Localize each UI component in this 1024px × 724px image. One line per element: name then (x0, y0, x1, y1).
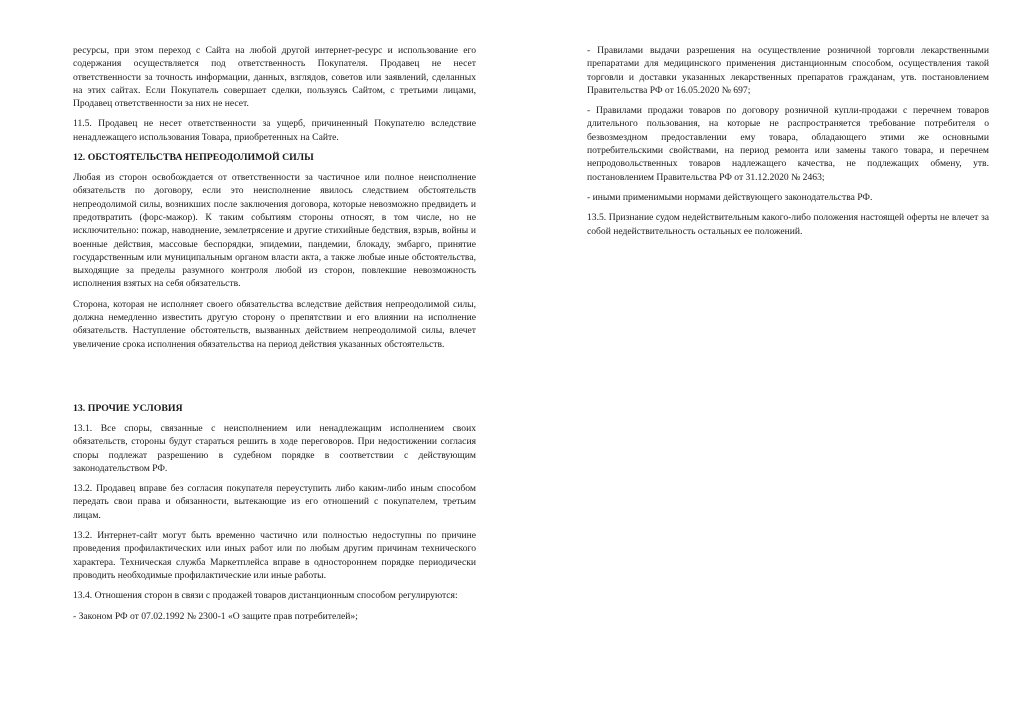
section-13-heading: 13. ПРОЧИЕ УСЛОВИЯ (73, 402, 183, 414)
section-spacer (73, 358, 476, 402)
paragraph-13-1: 13.1. Все споры, связанные с неисполнением или ненадлежащим исполнением своих обязательств, стороны будут стараться решить в ходе переговоров. При недостижении согласия споры подлежат разрешению в судебном порядке в соответствии с действующим законодательством РФ. (73, 422, 476, 474)
list-item-consumer-law: - Законом РФ от 07.02.1992 № 2300-1 «О защите прав потребителей»; (73, 610, 358, 622)
paragraph-13-2-maintenance: 13.2. Интернет-сайт могут быть временно частично или полностью недоступны по причине проведения профилактических или иных работ или по любым другим причинам технического характера. Техническая служба Маркетплейса вправе в одностороннем порядке периодически проводить необходимые профилактические или иные работы. (73, 530, 476, 581)
section-12-heading: 12. ОБСТОЯТЕЛЬСТВА НЕПРЕОДОЛИМОЙ СИЛЫ (73, 152, 314, 164)
right-column (587, 44, 989, 245)
paragraph-site-links: ресурсы, при этом переход с Сайта на любой другой интернет-ресурс и использование его содержания осуществляется под ответственность Покупателя. Продавец не несет ответственности за точность информации, данных, взглядов, советов или заявлений, сделанных на этих сайтах. Если Покупатель совершает сделки, пользуясь Сайтом, с третьими лицами, Продавец ответственности за них не несет. (73, 45, 476, 110)
list-item-retail-rules: - Правилами продажи товаров по договору розничной купли-продажи с перечнем товаров длительного пользования, на которые не распространяется требование потребителя о безвозмездном предоставлении ему товара, обладающего этими же основными потребительскими свойствами, на период ремонта или замены такого товара, и перечнем непродовольственных товаров надлежащего качества, не подлежащих обмену, утв. постановлением Правительства РФ от 31.12.2020 № 2463; (587, 105, 989, 183)
list-item-other-norms: - иными применимыми нормами действующего законодательства РФ. (587, 191, 873, 203)
paragraph-force-majeure-2: Сторона, которая не исполняет своего обязательства вследствие действия непреодолимой силы, должна немедленно известить другую сторону о препятствии и его влиянии на исполнение обязательств. Наступление обстоятельств, вызванных действием непреодолимой силы, влечет увеличение срока исполнения обязательства на период действия указанных обстоятельств. (73, 298, 476, 350)
paragraph-force-majeure-1: Любая из сторон освобождается от ответственности за частичное или полное неисполнение обязательств по договору, если это неисполнение явилось следствием обстоятельств непреодолимой силы, возникших после заключения договора, которые невозможно предвидеть и предотвратить (форс-мажор). К таким событиям стороны относят, в том числе, но не исключительно: пожар, наводнение, землетрясение и другие стихийные бедствия, взрыв, войны и военные действия, массовые беспорядки, эпидемии, пандемии, блокаду, эмбарго, принятие государственным или муниципальным органом власти акта, а также любые иные обстоятельства, выходящие за пределы разумного контроля любой из сторон, повлекшие невозможность исполнения взятых на себя обязательств. (73, 172, 476, 290)
paragraph-11-5: 11.5. Продавец не несет ответственности за ущерб, причиненный Покупателю вследствие ненадлежащего использования Товара, приобретенных на Сайте. (73, 118, 476, 143)
paragraph-13-2-assign: 13.2. Продавец вправе без согласия покупателя переуступить либо каким-либо иным способом передать свои права и обязанности, вытекающие из его отношений с покупателем, третьим лицам. (73, 483, 476, 521)
left-column (73, 44, 476, 630)
list-item-pharmacy-rules: - Правилами выдачи разрешения на осуществление розничной торговли лекарственными препаратами для медицинского применения дистанционным способом, осуществления такой торговли и доставки указанных лекарственных препаратов гражданам, утв. постановлением Правительства РФ от 16.05.2020 № 697; (587, 45, 989, 96)
paragraph-13-5: 13.5. Признание судом недействительным какого-либо положения настоящей оферты не влечет за собой недействительность остальных ее положений. (587, 212, 989, 237)
paragraph-13-4: 13.4. Отношения сторон в связи с продажей товаров дистанционным способом регулируются: (73, 590, 458, 602)
